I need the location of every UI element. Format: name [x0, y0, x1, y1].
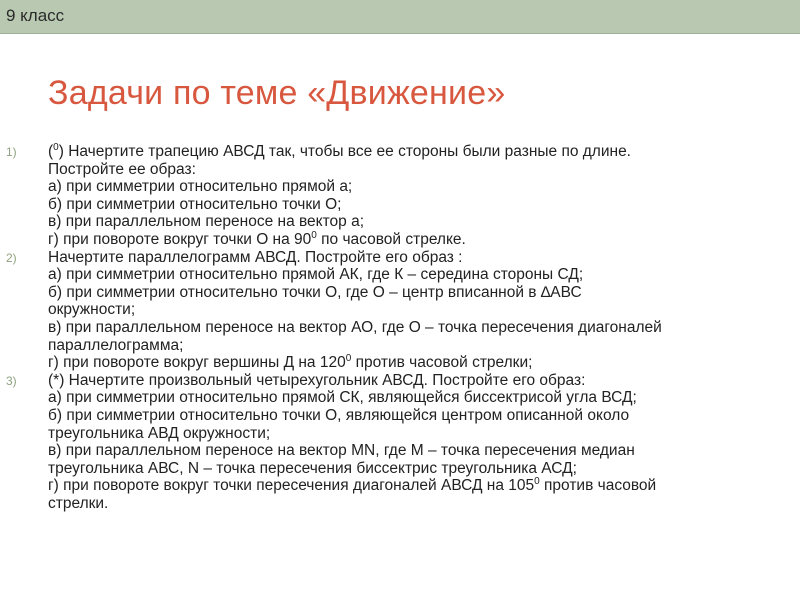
- superscript: 0: [345, 353, 352, 365]
- task-list: [0, 143, 800, 512]
- task-text-line: г) при повороте вокруг точки О на $90^0$ по часовой стрелке.: [48, 229, 466, 248]
- task-text-line: окружности;: [48, 301, 136, 319]
- grade-label: 9 класс: [6, 6, 65, 25]
- task-number: 3): [6, 373, 17, 388]
- task-text-line: а) при симметрии относительно прямой АК, где К – середина стороны СД;: [48, 266, 584, 284]
- task-text-line: а) при симметрии относительно прямой СК, являющейся биссектрисой угла ВСД;: [48, 389, 637, 407]
- task-item: [0, 249, 800, 372]
- task-item: [0, 143, 800, 249]
- task-text-line: стрелки.: [48, 494, 109, 512]
- superscript: 0: [53, 142, 59, 153]
- superscript: 0: [311, 229, 317, 241]
- task-text-line: в) при параллельном переносе на вектор а;: [48, 213, 365, 231]
- task-text-line: Постройте ее образ:: [48, 160, 196, 178]
- task-text-line: б) при симметрии относительно точки О, где О – центр вписанной в ∆АВС: [48, 283, 582, 301]
- task-text-line: б) при симметрии относительно точки О, являющейся центром описанной около: [48, 406, 630, 424]
- task-text-line: в) при параллельном переносе на вектор МN, где М – точка пересечения медиан: [48, 442, 635, 460]
- task-text-line: г) при повороте вокруг точки пересечения диагоналей АВСД на $105^0$ против часовой: [48, 476, 657, 495]
- task-text-line: в) при параллельном переносе на вектор АО, где О – точка пересечения диагоналей: [48, 318, 662, 336]
- task-text-line: ($^0$) Начертите трапецию АВСД так, чтобы все ее стороны были разные по длине.: [48, 142, 631, 160]
- task-text-line: (*) Начертите произвольный четырехугольник АВСД. Постройте его образ:: [48, 371, 586, 389]
- task-text-line: г) при повороте вокруг вершины Д на $120^0$ против часовой стрелки;: [48, 353, 533, 372]
- task-number: 1): [6, 145, 17, 159]
- task-text-line: Начертите параллелограмм АВСД. Постройте его образ :: [48, 248, 463, 266]
- header-bar: [0, 0, 800, 34]
- task-text-line: параллелограмма;: [48, 336, 184, 354]
- task-text-line: треугольника АВС, N – точка пересечения биссектрис треугольника АСД;: [48, 459, 577, 477]
- task-number: 2): [6, 250, 17, 265]
- task-text-line: треугольника АВД окружности;: [48, 424, 271, 442]
- task-item: [0, 372, 800, 513]
- task-text-line: б) при симметрии относительно точки О;: [48, 195, 342, 213]
- task-text-line: а) при симметрии относительно прямой а;: [48, 178, 353, 196]
- superscript: 0: [534, 476, 540, 488]
- slide-title: Задачи по теме «Движение»: [48, 74, 506, 112]
